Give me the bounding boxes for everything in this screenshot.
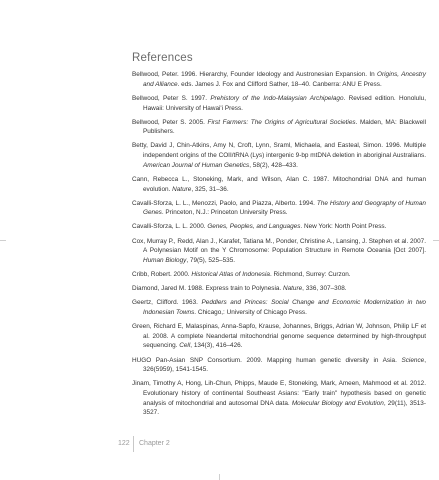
reference-text: Betty, David J, Chin-Atkins, Amy N, Croft, Lynn, Sraml, Michaela, and Easteal, Simon. 1996. Multiple independent origins of the COII/tRNA (Lys) intergenic 9-bp mtDNA deletion in aboriginal Australians. [132,142,426,160]
reference-title: Science [401,356,425,364]
reference-entry [132,199,426,218]
reference-details: . New York: North Point Press. [300,223,387,231]
reference-text: Diamond, Jared M. 1988. Express train to Polynesia. [132,285,283,293]
reference-title: First Farmers: The Origins of Agricultural Societies [207,118,356,126]
reference-entry [132,270,426,280]
reference-entry [132,141,426,170]
reference-details: . Princeton, N.J.: Princeton University Press. [161,209,288,217]
reference-entry [132,175,426,194]
reference-title: Molecular Biology and Evolution [291,399,384,407]
reference-title: The History and Geography of Human Genes [143,199,426,217]
reference-title: American Journal of Human Genetics [143,161,250,169]
footer-divider [133,436,134,452]
reference-details: . Richmond, Surrey: Curzon. [269,271,351,279]
reference-details: , 336, 307–308. [302,285,347,293]
reference-title: Nature [282,285,303,293]
reference-text: Cavalli-Sforza, L. L., Menozzi, Paolo, and Piazza, Alberto. 1994. [132,199,317,207]
reference-details: . Chicago,: University of Chicago Press. [194,308,307,316]
reference-text: Green, Richard E, Malaspinas, Anna-Sapfo, Krause, Johannes, Briggs, Adrian W, Johnson, Philip LF et al. 2008. A complete Neandertal mitochondrial genome sequence determined by high-throughput sequencing. [132,323,426,350]
reference-text: Cavalli-Sforza, L. L. 2000. [132,223,208,231]
reference-text: Cribb, Robert. 2000. [132,271,192,279]
reference-entry [132,222,426,232]
reference-text: Jinam, Timothy A, Hong, Lih-Chun, Phipps, Maude E, Stoneking, Mark, Ameen, Mahmood et al. 2012. Evolutionary history of continental Southeast Asians: "Early train" hypothesis based on genetic analysis of mitochondrial and autosomal DNA data. [132,380,426,407]
reference-details: , 79(5), 525–535. [186,256,236,264]
crop-mark [433,240,439,241]
reference-entry [132,94,426,113]
reference-title: Genes, Peoples, and Languages [207,223,301,231]
reference-title: Nature [172,185,192,193]
reference-details: . Revised edition. Honolulu, Hawaii: University of Hawai'i Press. [143,94,426,112]
chapter-label: Chapter 2 [139,440,170,447]
reference-text: Cann, Rebecca L., Stoneking, Mark, and Wilson, Alan C. 1987. Mitochondrial DNA and human evolution. [132,175,426,193]
crop-mark [0,240,6,241]
reference-title: Peddlers and Princes: Social Change and Economic Modernization in two Indonesian Towns [143,299,426,316]
reference-text: Bellwood, Peter S. 1997. [132,94,211,102]
reference-entry [132,298,426,317]
reference-entry [132,322,426,351]
reference-entry [132,379,426,418]
reference-title: Human Biology [143,256,187,264]
reference-details: . Malden, MA: Blackwell Publishers. [143,118,426,136]
reference-title: Prehistory of the Indo-Malaysian Archipelago [210,94,344,102]
reference-title: Cell [179,342,191,350]
reference-entry [132,237,426,266]
reference-entry [132,284,426,294]
reference-list [132,70,426,423]
reference-text: Bellwood, Peter S. 2005. [132,118,208,126]
reference-entry [132,356,426,375]
reference-details: , 325, 31–36. [191,185,229,193]
reference-text: Bellwood, Peter. 1996. Hierarchy, Founder Ideology and Austronesian Expansion. In [132,71,378,78]
reference-text: Cox, Murray P., Redd, Alan J., Karafet, Tatiana M., Ponder, Christine A., Lansing, J. Stephen et al. 2007. A Polynesian Motif on the Y Chromosome: Population Structure in Remote Oceania [Oct 2007]. [132,237,426,255]
reference-entry [132,70,426,89]
reference-entry [132,118,426,137]
reference-details: , 58(2), 428–433. [249,161,298,169]
reference-title: Origins, Ancestry and Alliance [143,71,427,88]
reference-text: HUGO Pan-Asian SNP Consortium. 2009. Mapping human genetic diversity in Asia. [132,356,402,364]
reference-details: , 29(11), 3513-3527. [143,399,426,417]
reference-details: , 134(3), 416–426. [190,342,243,350]
crop-mark [219,474,220,480]
reference-details: , 326(5959), 1541-1545. [143,356,426,374]
reference-text: Geertz, Clifford. 1963. [132,299,202,307]
page-number: 122 [118,440,130,447]
reference-details: . eds. James J. Fox and Clifford Sather, 18–40. Canberra: ANU E Press. [177,80,382,88]
section-heading: References [132,52,193,64]
reference-title: Historical Atlas of Indonesia [191,271,270,279]
